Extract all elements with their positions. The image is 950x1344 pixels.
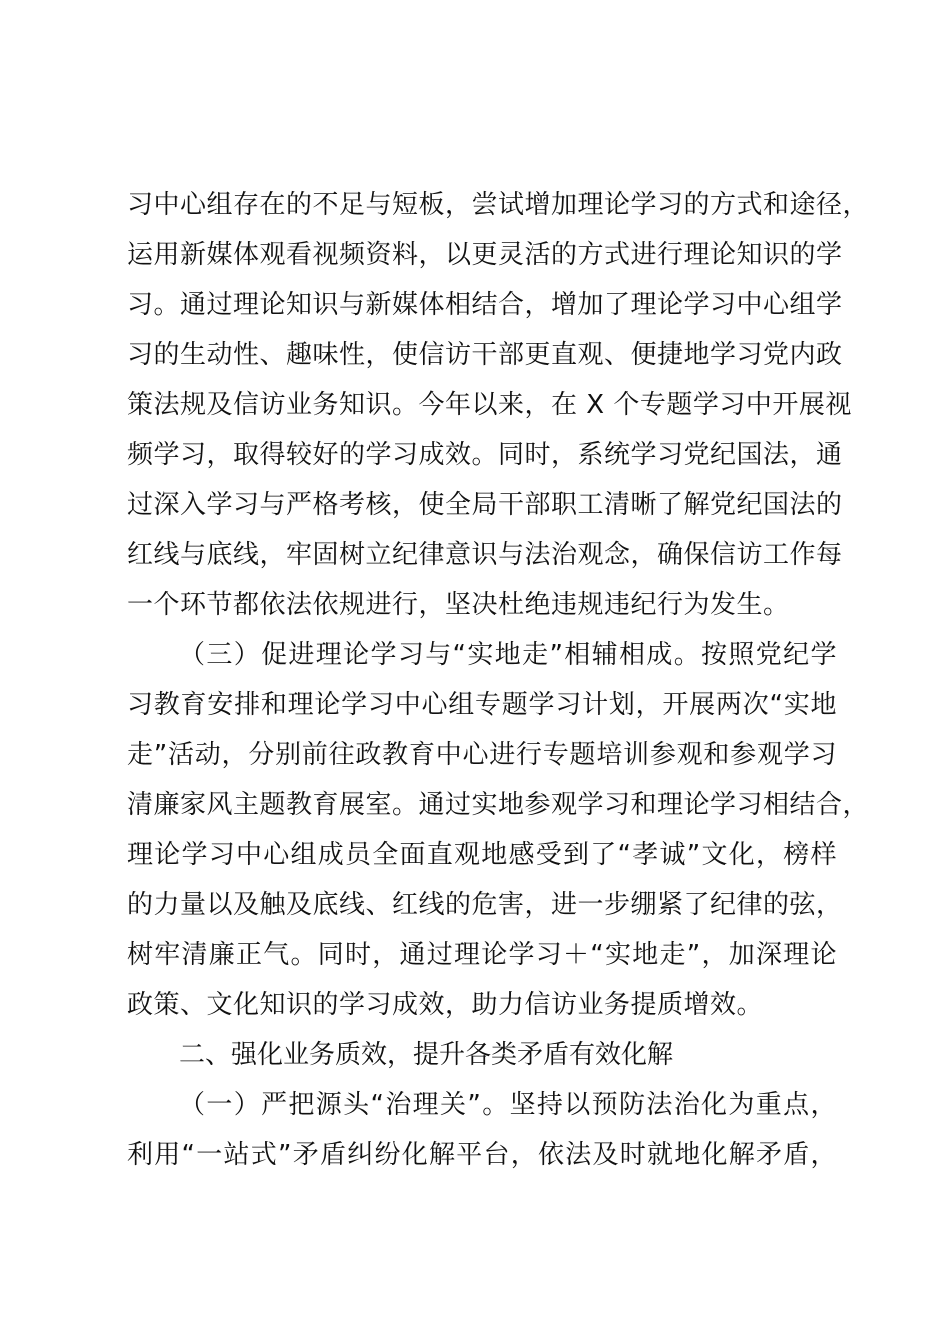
paragraph-line: 走”活动，分别前往政教育中心进行专题培训参观和参观学习 (127, 740, 837, 770)
section-heading-paragraph-line: （一）严把源头“治理关”。坚持以预防法治化为重点， (179, 1090, 837, 1120)
paragraph-line: 习。通过理论知识与新媒体相结合，增加了理论学习中心组学 (127, 290, 843, 320)
section-heading-paragraph-line: （三）促进理论学习与“实地走”相辅相成。按照党纪学 (179, 640, 837, 670)
paragraph-line: 政策、文化知识的学习成效，助力信访业务提质增效。 (127, 990, 764, 1020)
paragraph-line: 习教育安排和理论学习中心组专题学习计划，开展两次“实地 (127, 690, 837, 720)
paragraph-line: 习中心组存在的不足与短板，尝试增加理论学习的方式和途径， (127, 190, 870, 220)
paragraph-line: 理论学习中心组成员全面直观地感受到了“孝诚”文化，榜样 (127, 840, 837, 870)
paragraph-line: 运用新媒体观看视频资料，以更灵活的方式进行理论知识的学 (127, 240, 843, 270)
paragraph-line: 的力量以及触及底线、红线的危害，进一步绷紧了纪律的弦， (127, 890, 843, 920)
paragraph-line: 红线与底线，牢固树立纪律意识与法治观念，确保信访工作每 (127, 540, 843, 570)
paragraph-line: 习的生动性、趣味性，使信访干部更直观、便捷地学习党内政 (127, 340, 843, 370)
paragraph-line: 频学习，取得较好的学习成效。同时，系统学习党纪国法，通 (127, 440, 843, 470)
section-heading: 二、强化业务质效，提升各类矛盾有效化解 (179, 1040, 674, 1070)
paragraph-line: 清廉家风主题教育展室。通过实地参观学习和理论学习相结合， (127, 790, 870, 820)
paragraph-line: 一个环节都依法依规进行，坚决杜绝违规违纪行为发生。 (127, 590, 790, 620)
paragraph-line: 树牢清廉正气。同时，通过理论学习＋“实地走”，加深理论 (127, 940, 837, 970)
body-text (127, 180, 870, 1180)
paragraph-line: 利用“一站式”矛盾纠纷化解平台，依法及时就地化解矛盾， (127, 1140, 837, 1170)
paragraph-line: 过深入学习与严格考核，使全局干部职工清晰了解党纪国法的 (127, 490, 843, 520)
paragraph-line: 策法规及信访业务知识。今年以来，在 X 个专题学习中开展视 (127, 390, 852, 420)
